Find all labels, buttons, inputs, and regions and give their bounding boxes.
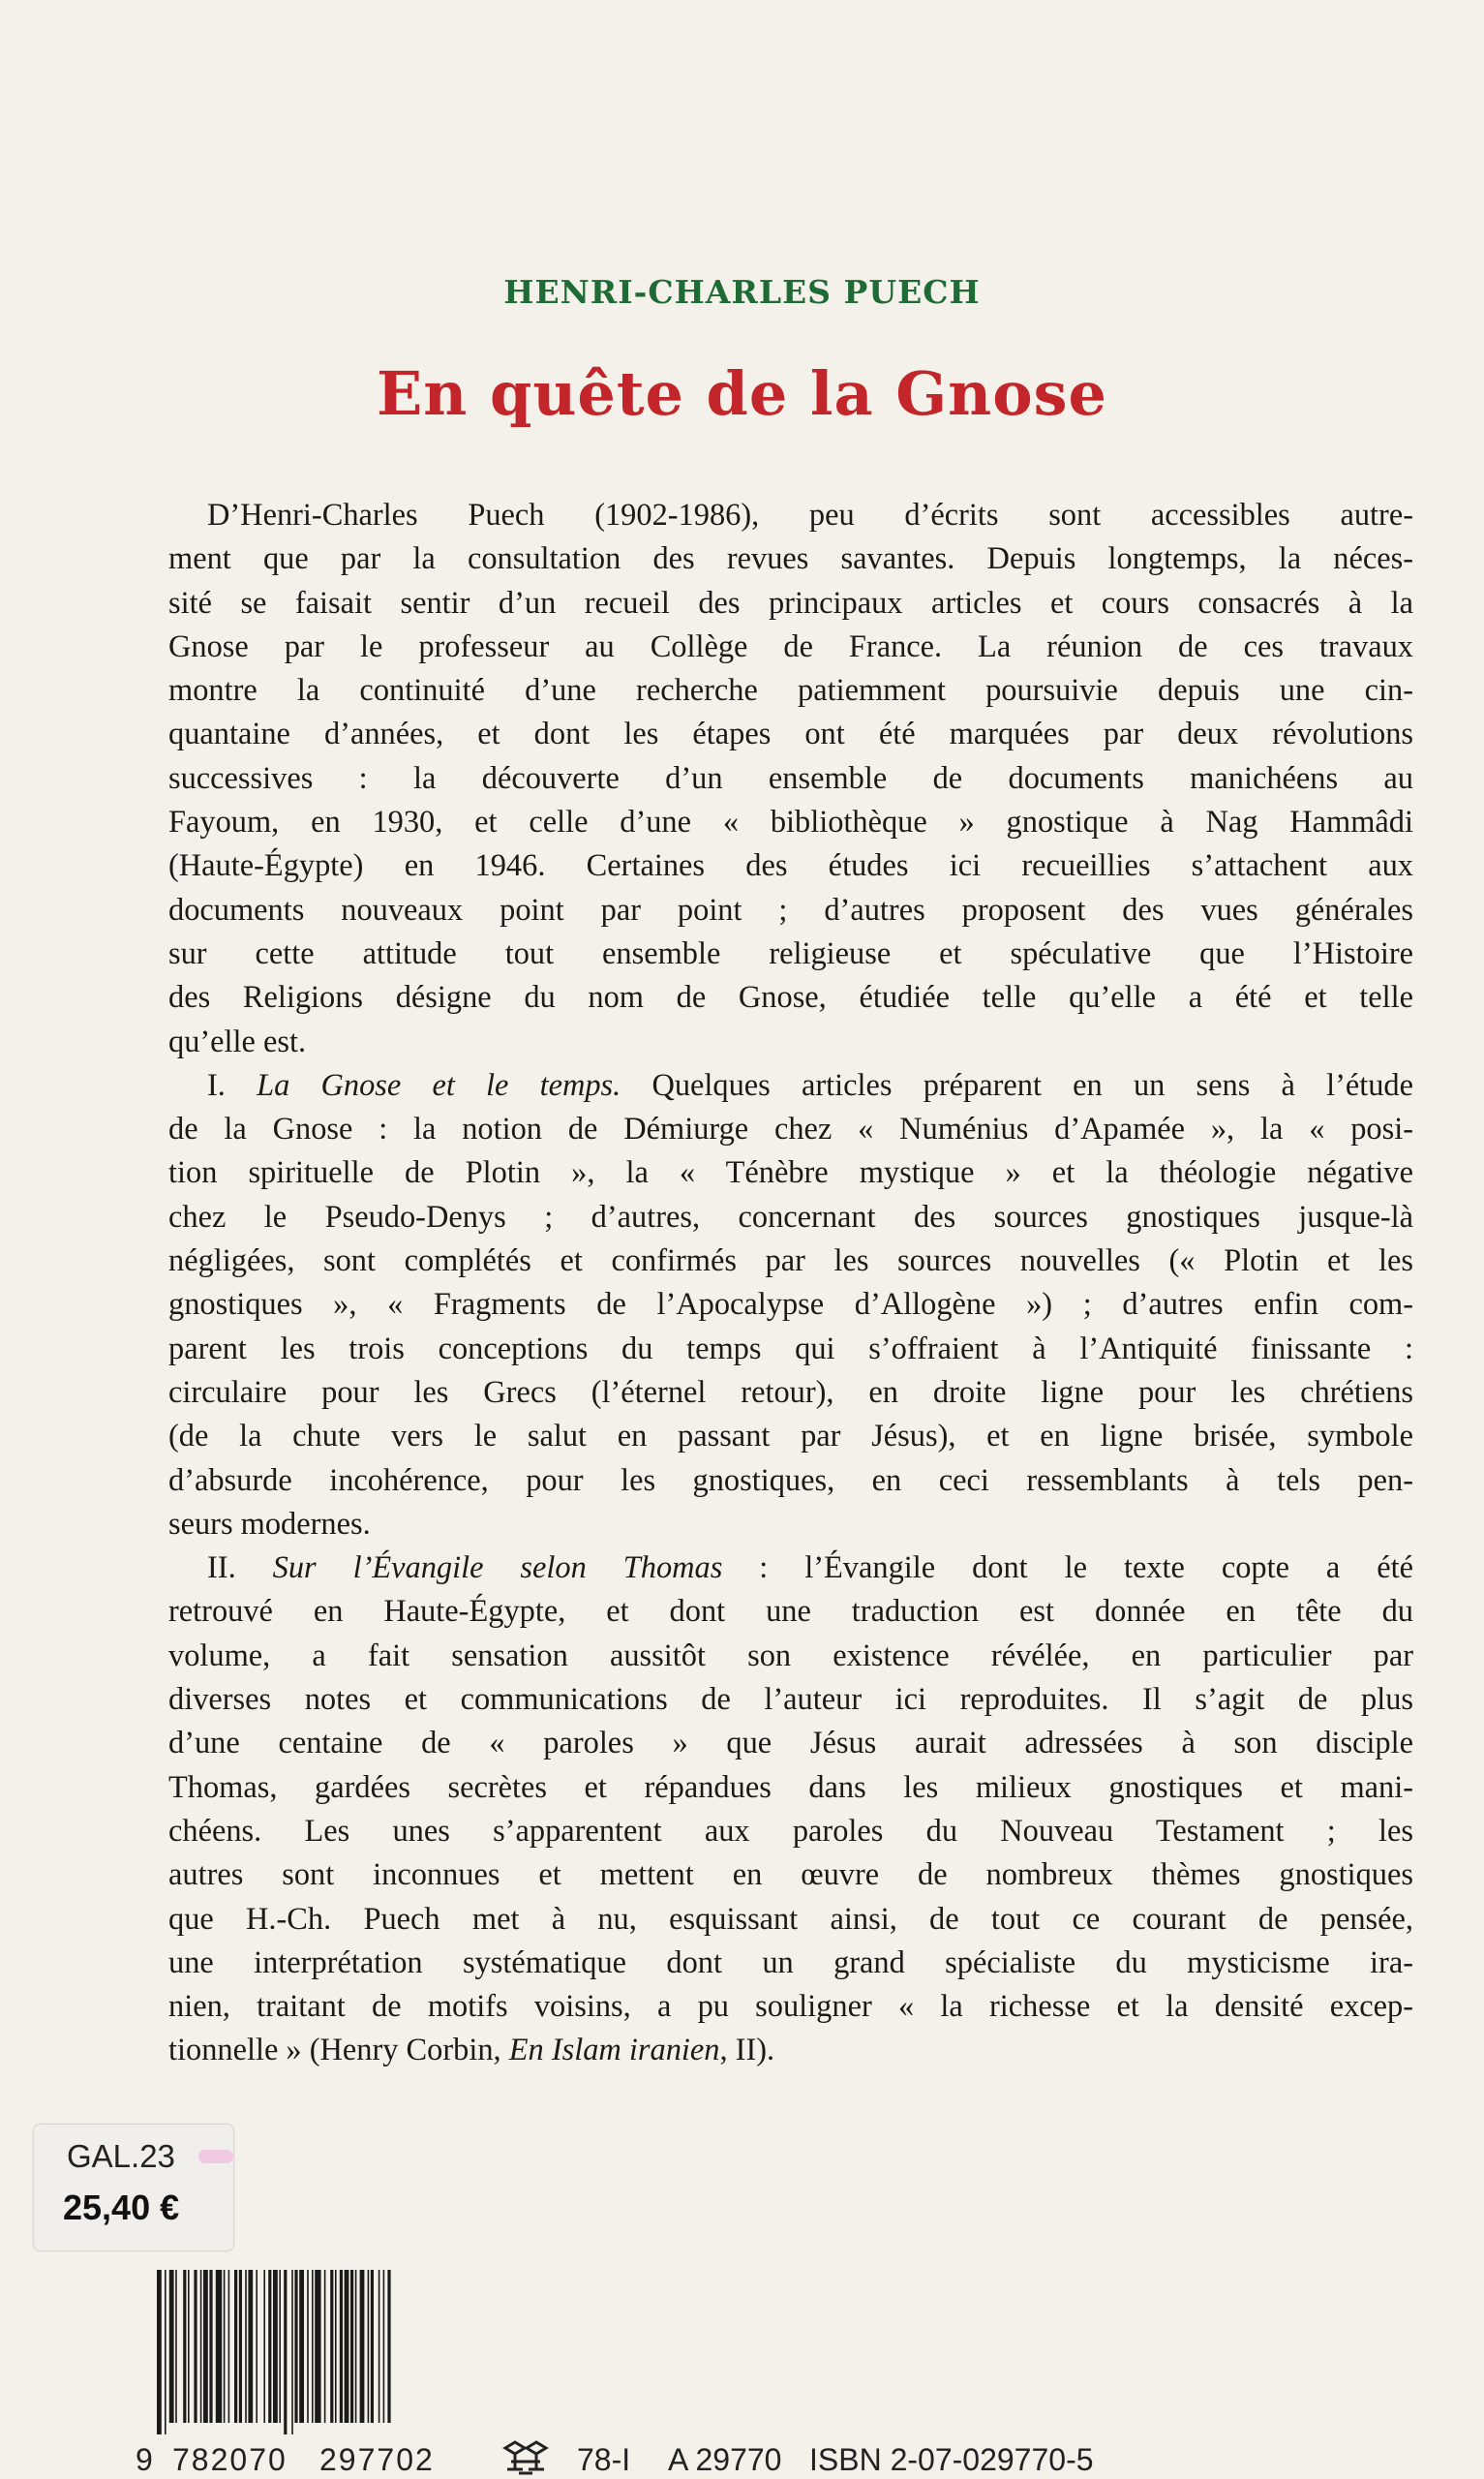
barcode-bar [200,2270,202,2423]
barcode-bar [188,2270,190,2423]
text-line [168,757,1413,801]
barcode-bar [183,2270,186,2423]
text-line [168,1328,1413,1371]
barcode-bar [169,2270,174,2423]
text-line [168,1459,1413,1503]
barcode-bar [273,2270,278,2423]
text-line [168,1766,1413,1810]
text-line [168,582,1413,626]
text-line [168,889,1413,933]
text-line [168,1503,1413,1546]
sticker-code: GAL.23 [67,2138,175,2174]
barcode-bar [387,2270,390,2423]
text-line [168,1108,1413,1151]
line-text: tionnelle » (Henry Corbin, [168,2033,509,2068]
text-line [168,844,1413,888]
text-line [168,1415,1413,1458]
barcode-bar [383,2270,385,2423]
line-text: (Haute-Égypte) en 1946. Certaines des études ici recueillies s’attachent aux [168,848,1413,884]
price-sticker [33,2124,234,2251]
text-line [168,537,1413,581]
sticker-price: 25,40 € [63,2188,180,2227]
line-text: Fayoum, en 1930, et celle d’une « bibliothèque » gnostique à Nag Hammâdi [168,805,1413,841]
line-text: que H.-Ch. Puech met à nu, esquissant ainsi, de tout ce courant de pensée, [168,1901,1413,1937]
text-line [168,1021,1413,1064]
text-line [168,1678,1413,1722]
line-text: successives : la découverte d’un ensemble de documents manichéens au [168,760,1413,796]
line-text: Gnose par le professeur au Collège de France. La réunion de ces travaux [168,628,1413,664]
book-reference: En Islam iranien [508,2033,720,2068]
line-text: sur cette attitude tout ensemble religieuse et spéculative que l’Histoire [168,935,1413,971]
line-text: gnostiques », « Fragments de l’Apocalypse d’Allogène ») ; d’autres enfin com- [168,1287,1413,1323]
line-text: d’une centaine de « paroles » que Jésus aurait adressées à son disciple [168,1726,1413,1761]
line-text: Thomas, gardées secrètes et répandues dans les milieux gnostiques et mani- [168,1769,1413,1805]
section-heading: Sur l’Évangile selon Thomas [272,1550,723,1586]
blurb-text [168,494,1413,2073]
text-line [168,713,1413,756]
line-text: chez le Pseudo-Denys ; d’autres, concernant des sources gnostiques jusque-là [168,1199,1413,1235]
barcode-first-digit: 9 [136,2442,153,2477]
line-text: quantaine d’années, et dont les étapes ont été marquées par deux révolutions [168,717,1413,752]
barcode-bar [330,2270,333,2423]
barcode [155,2270,469,2434]
barcode-bar [368,2270,370,2423]
barcode-bar [228,2270,230,2423]
line-text: (de la chute vers le salut en passant par Jésus), et en ligne brisée, symbole [168,1419,1413,1454]
barcode-bar [256,2270,257,2423]
barcode-bar [175,2270,177,2423]
text-line [168,1635,1413,1678]
barcode-bar [263,2270,265,2423]
text-line [168,1590,1413,1634]
barcode-bar [245,2270,247,2423]
barcode-bar [345,2270,349,2423]
barcode-bar [157,2270,162,2434]
line-text: documents nouveaux point par point ; d’autres proposent des vues générales [168,892,1413,928]
text-line [168,1371,1413,1415]
barcode-group-2: 297702 [319,2442,435,2477]
text-line [168,1985,1413,2029]
line-text: de la Gnose : la notion de Démiurge chez « Numénius d’Apamée », la « posi- [168,1112,1413,1148]
barcode-bar [268,2270,271,2423]
text-line [168,801,1413,844]
text-line [168,1810,1413,1853]
book-title: En quête de la Gnose [377,358,1107,429]
text-line [168,1283,1413,1327]
text-line [168,1151,1413,1195]
barcode-bar [315,2270,320,2423]
text-line [168,1942,1413,1985]
barcode-bar [371,2270,374,2423]
barcode-bar [239,2270,242,2423]
section-number: I. [207,1067,257,1103]
barcode-bar [203,2270,208,2423]
line-text: Quelques articles préparent en un sens à l’étude [651,1067,1413,1103]
section-heading: La Gnose et le temps. [257,1067,621,1103]
barcode-bar [379,2270,380,2423]
line-text: nien, traitant de motifs voisins, a pu souligner « la richesse et la densité excep- [168,1989,1413,2025]
barcode-bar [194,2270,197,2423]
line-text: D’Henri-Charles Puech (1902-1986), peu d’écrits sont accessibles autre- [207,498,1413,533]
imprint-code-2: A 29770 [668,2442,782,2477]
line-text: qu’elle est. [168,1024,307,1059]
line-text: tion spirituelle de Plotin », la « Ténèbre mystique » et la théologie négative [168,1155,1413,1191]
line-text: d’absurde incohérence, pour les gnostiques, en ceci ressemblants à tels pen- [168,1462,1413,1498]
barcode-bar [340,2270,343,2423]
barcode-bar [248,2270,253,2423]
highlighter-mark [198,2150,233,2163]
line-text: une interprétation systématique dont un grand spécialiste du mysticisme ira- [168,1944,1413,1980]
line-text: sité se faisait sentir d’un recueil des principaux articles et cours consacrés à la [168,585,1413,621]
line-text: montre la continuité d’une recherche patiemment poursuivie depuis une cin- [168,673,1413,709]
line-text: seurs modernes. [168,1506,371,1542]
line-text: des Religions désigne du nom de Gnose, étudiée telle qu’elle a été et telle [168,980,1413,1016]
barcode-bar [224,2270,226,2423]
line-text: chéens. Les unes s’apparentent aux paroles du Nouveau Testament ; les [168,1813,1413,1849]
line-text: négligées, sont complétés et confirmés par les sources nouvelles (« Plotin et les [168,1243,1413,1279]
text-line [168,1240,1413,1283]
barcode-bar [307,2270,309,2423]
text-line [168,669,1413,713]
text-line [168,1853,1413,1897]
line-text: volume, a fait sensation aussitôt son existence révélée, en particulier par [168,1637,1413,1673]
barcode-bar [335,2270,337,2423]
line-text: : l’Évangile dont le texte copte a été [759,1550,1413,1586]
text-line [168,494,1413,537]
line-text: ment que par la consultation des revues savantes. Depuis longtemps, la néces- [168,541,1413,577]
barcode-bar [312,2270,314,2423]
barcode-bar [234,2270,237,2423]
text-line [168,1898,1413,1942]
line-text: diverses notes et communications de l’auteur ici reproduites. Il s’agit de plus [168,1682,1413,1718]
barcode-bar [294,2270,297,2423]
barcode-bar [350,2270,353,2423]
text-line [168,976,1413,1020]
barcode-group-1: 782070 [172,2442,288,2477]
line-text: retrouvé en Haute-Égypte, et dont une traduction est donnée en tête du [168,1594,1413,1630]
barcode-bar [355,2270,357,2423]
section-number: II. [207,1550,273,1586]
text-line [168,1196,1413,1240]
barcode-bar [165,2270,167,2434]
text-line [168,1064,1413,1108]
text-line [168,1546,1413,1590]
line-text: circulaire pour les Grecs (l’éternel retour), en droite ligne pour les chrétiens [168,1374,1413,1410]
barcode-bar [324,2270,326,2423]
isbn: ISBN 2-07-029770-5 [809,2442,1094,2477]
barcode-bar [299,2270,304,2423]
text-line [168,626,1413,669]
line-text: parent les trois conceptions du temps qui s’offraient à l’Antiquité finissante : [168,1331,1413,1366]
author-name: HENRI-CHARLES PUECH [503,273,981,311]
barcode-bar [284,2270,287,2434]
barcode-bar [216,2270,222,2423]
line-text-end: , II). [719,2033,775,2068]
barcode-bar [291,2270,293,2434]
line-text: autres sont inconnues et mettent en œuvre de nombreux thèmes gnostiques [168,1857,1413,1893]
text-line [168,2029,1413,2072]
barcode-bar [279,2270,281,2423]
barcode-bar [360,2270,365,2423]
text-line [168,933,1413,976]
gallimard-logo-icon [500,2436,554,2479]
barcode-bar [209,2270,212,2423]
text-line [168,1722,1413,1765]
imprint-code-1: 78-I [577,2442,631,2477]
